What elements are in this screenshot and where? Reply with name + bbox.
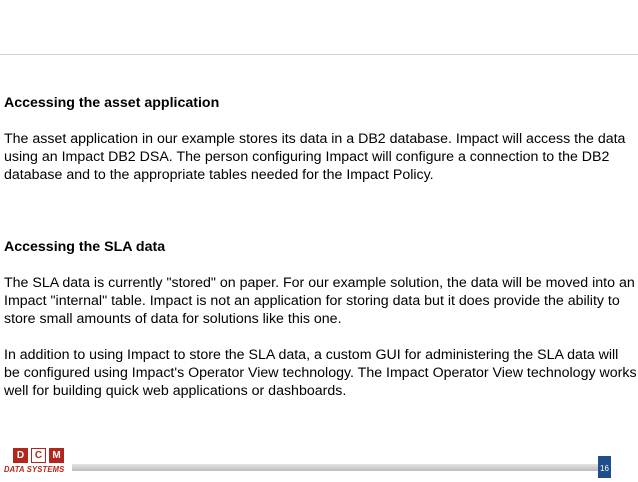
footer-bar	[72, 464, 598, 471]
paragraph-asset: The asset application in our example stores its data in a DB2 database. Impact will access the data using an Impact DB2 DSA. The person configuring Impact will configure a connection to the DB2 database and to the appropriate tables needed for the Impact Policy.	[4, 131, 626, 183]
slide-body	[4, 94, 638, 400]
section-heading-sla: Accessing the SLA data	[4, 239, 166, 255]
logo-subtitle: DATA SYSTEMS	[4, 465, 65, 474]
paragraph-sla-gui: In addition to using Impact to store the SLA data, a custom GUI for administering the SLA data will be configured using Impact's Operator View technology. The Impact Operator View technology works well for building quick web applications or dashboards.	[4, 347, 637, 399]
logo-letter-m: M	[49, 448, 64, 463]
dcm-logo	[4, 448, 72, 476]
section-heading-asset: Accessing the asset application	[4, 95, 220, 111]
page-number-badge: 16	[598, 456, 611, 478]
header-divider	[0, 54, 638, 55]
logo-letter-d: D	[13, 448, 28, 463]
logo-letter-c: C	[31, 448, 46, 463]
paragraph-sla-storage: The SLA data is currently "stored" on paper. For our example solution, the data will be moved into an Impact "internal" table. Impact is not an application for storing data but it does provide the ability to store small amounts of data for solutions like this one.	[4, 275, 635, 327]
